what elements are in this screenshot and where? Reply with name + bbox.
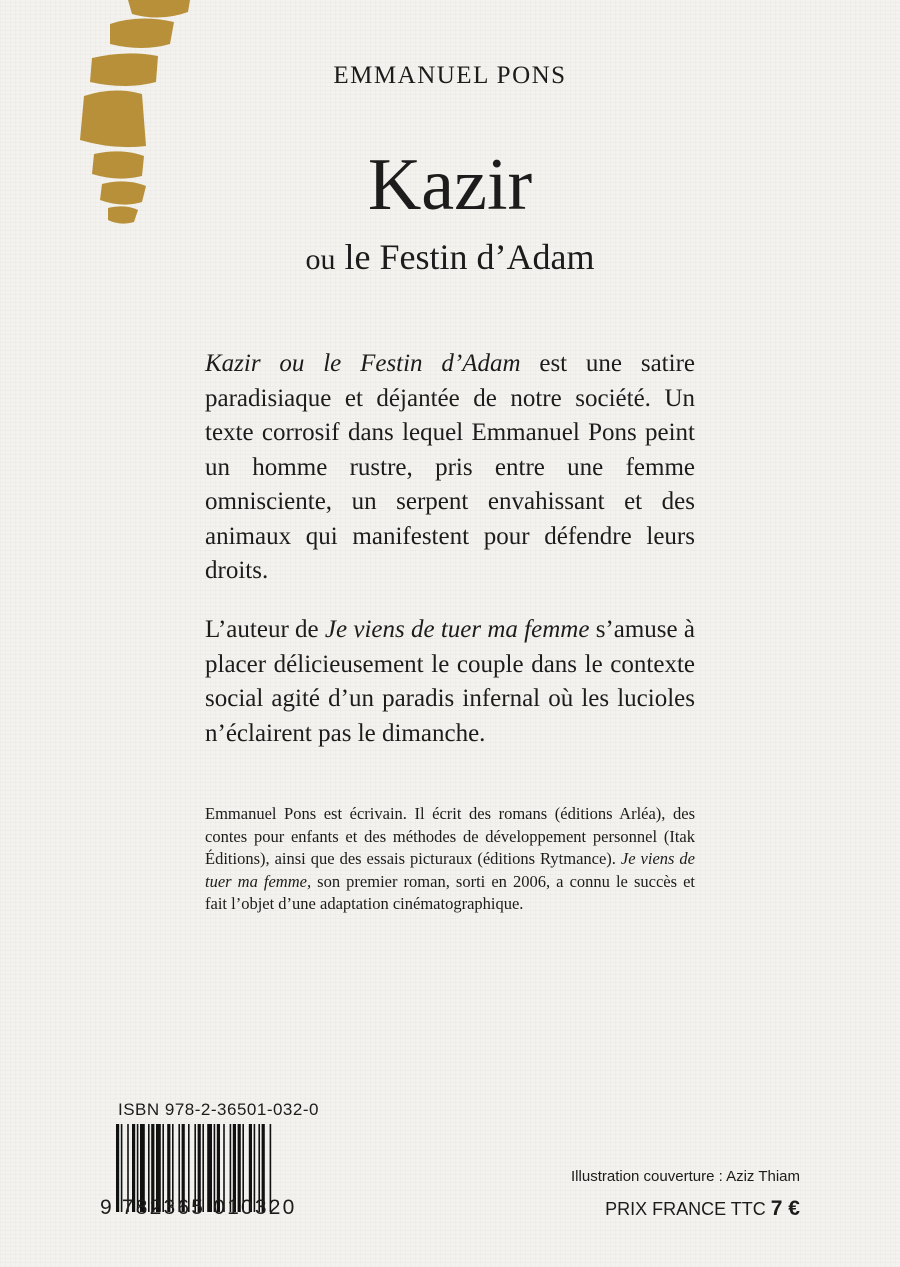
bio-after: son premier roman, sorti en 2006, a connu le succès et fait l’objet d’une adaptation cinématographique.: [205, 871, 696, 913]
isbn-label: ISBN 978-2-36501-032-0: [118, 1100, 319, 1119]
subtitle-prefix: ou: [305, 243, 336, 276]
blurb-p2-italic: Je viens de tuer ma femme: [324, 616, 590, 643]
blurb-paragraph-1: [205, 347, 695, 589]
subtitle-main: le Festin d’Adam: [344, 237, 595, 277]
price: [605, 1197, 800, 1221]
blurb-p2-before: L’auteur de: [205, 616, 325, 643]
illustration-credit: Illustration couverture : Aziz Thiam: [571, 1168, 800, 1185]
blurb-p2-after: s’amuse à placer délicieusement le couple dans le contexte social agité d’un paradis infernal où les lucioles n’éclairent pas le dimanche.: [205, 616, 695, 747]
book-title: Kazir: [367, 144, 533, 226]
bio-italic: Je viens de tuer ma femme,: [205, 849, 696, 891]
blurb-p1-text: est une satire paradisiaque et déjantée de notre société. Un texte corrosif dans lequel Emmanuel Pons peint un homme rustre, pris entre une femme omnisciente, un serpent envahissant et des animaux qui manifestent pour défendre leurs droits.: [205, 350, 695, 584]
blurb-paragraph-2: [205, 613, 695, 751]
barcode-number: 9 782365 010320: [100, 1196, 297, 1219]
blurb-title-italic: Kazir ou le Festin d’Adam: [205, 350, 521, 377]
price-amount: 7 €: [770, 1197, 800, 1220]
author-bio: [205, 803, 695, 916]
book-subtitle: [0, 236, 900, 278]
bio-before: Emmanuel Pons est écrivain. Il écrit des romans (éditions Arléa), des contes pour enfants et des méthodes de développement personnel (Itak Éditions), ainsi que des essais picturaux (éditions Rytmance).: [205, 804, 695, 868]
author-name: EMMANUEL PONS: [333, 62, 567, 89]
price-label: PRIX FRANCE TTC: [605, 1199, 766, 1219]
